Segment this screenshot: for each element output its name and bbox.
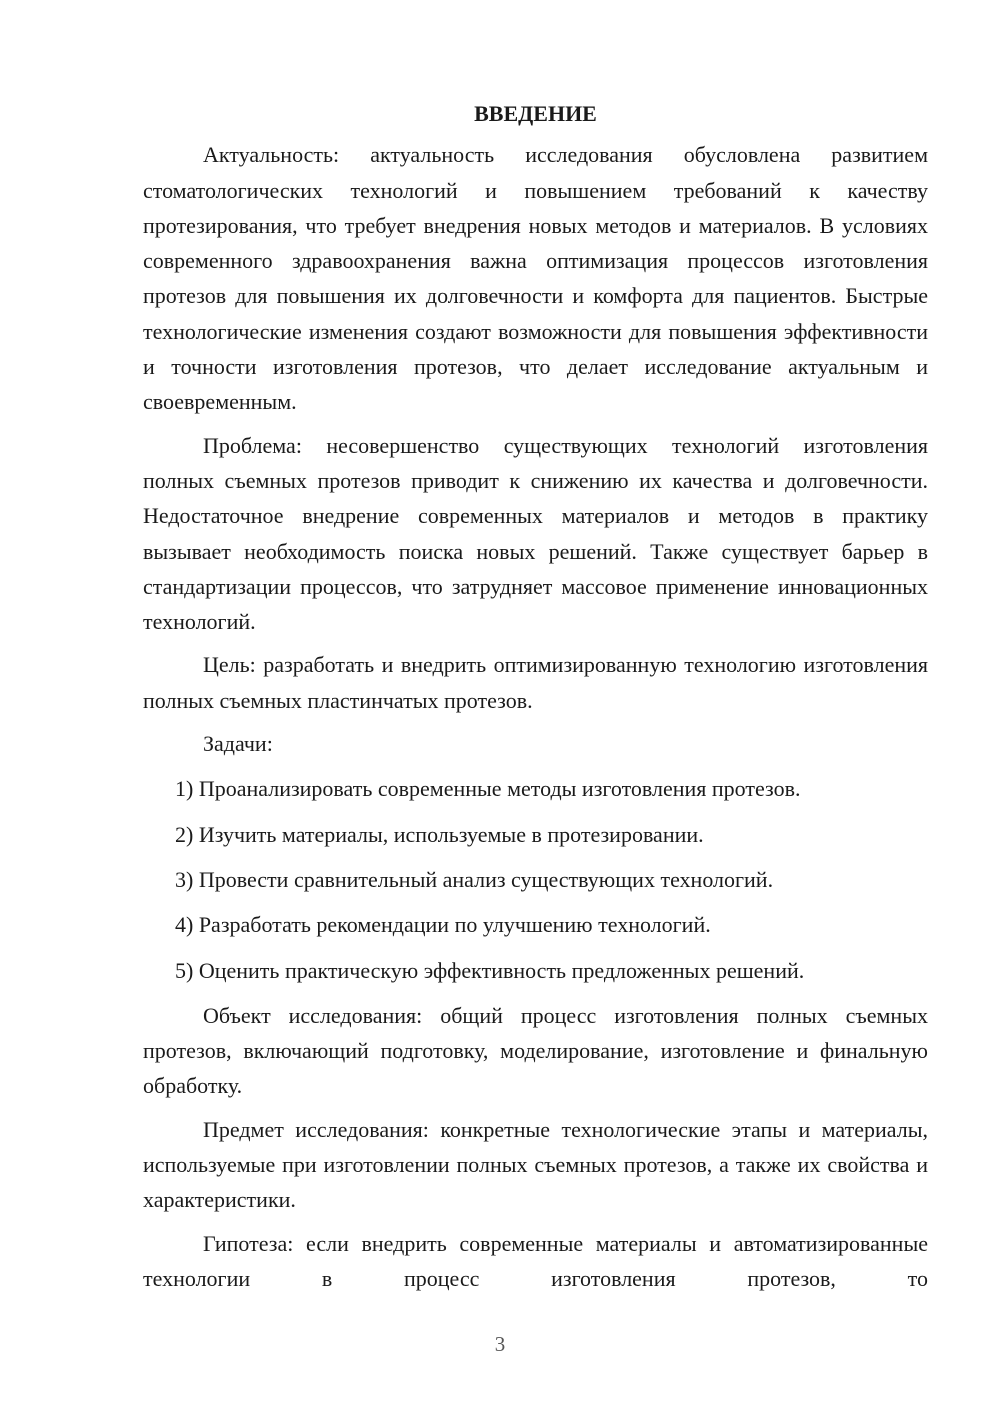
section-title: ВВЕДЕНИЕ	[474, 101, 597, 126]
page-number: 3	[494, 1332, 506, 1356]
paragraph-relevance: Актуальность: актуальность исследования обусловлена развитием стоматологических технологий и повышением требований к качеству протезирования, что требует внедрения новых методов и материалов. В условиях современного здравоохранения важна оптимизация процессов изготовления протезов для повышения их долговечности и комфорта для пациентов. Быстрые технологические изменения создают возможности для повышения эффективности и точности изготовления протезов, что делает исследование актуальным и своевременным.	[143, 142, 928, 415]
paragraph-subject: Предмет исследования: конкретные технологические этапы и материалы, используемые при изготовлении полных съемных протезов, а также их свойства и характеристики.	[143, 1116, 928, 1213]
tasks-list	[143, 771, 928, 987]
tasks-heading: Задачи:	[203, 731, 273, 757]
task-item: 3) Провести сравнительный анализ существующих технологий.	[175, 866, 774, 892]
paragraph-goal: Цель: разработать и внедрить оптимизированную технологию изготовления полных съемных пластинчатых протезов.	[143, 652, 928, 713]
task-item: 5) Оценить практическую эффективность предложенных решений.	[175, 957, 805, 983]
page-content	[143, 96, 928, 1304]
paragraph-hypothesis: Гипотеза: если внедрить современные материалы и автоматизированные технологии в процесс изготовления протезов, то	[143, 1230, 928, 1291]
task-item: 2) Изучить материалы, используемые в протезировании.	[175, 821, 704, 847]
task-item: 4) Разработать рекомендации по улучшению технологий.	[175, 912, 711, 938]
task-item: 1) Проанализировать современные методы изготовления протезов.	[175, 776, 801, 802]
paragraph-object: Объект исследования: общий процесс изготовления полных съемных протезов, включающий подготовку, моделирование, изготовление и финальную обработку.	[143, 1002, 928, 1099]
paragraph-problem: Проблема: несовершенство существующих технологий изготовления полных съемных протезов приводит к снижению их качества и долговечности. Недостаточное внедрение современных материалов и методов в практику вызывает необходимость поиска новых решений. Также существует барьер в стандартизации процессов, что затрудняет массовое применение инновационных технологий.	[143, 432, 928, 635]
